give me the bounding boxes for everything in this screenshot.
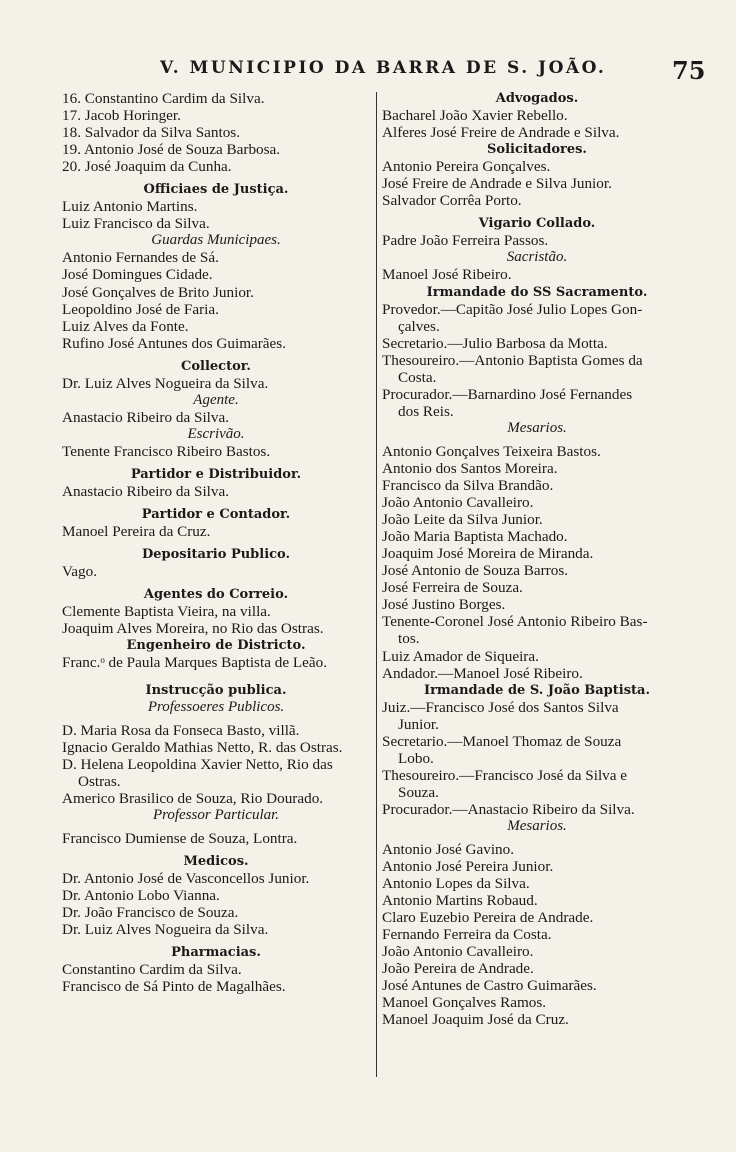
section-heading: Advogados. bbox=[495, 91, 579, 106]
list-item: Alferes José Freire de Andrade e Silva. bbox=[382, 124, 620, 142]
list-item: Dr. João Francisco de Souza. bbox=[62, 904, 239, 922]
section-heading: Engenheiro de Districto. bbox=[126, 638, 306, 654]
list-item: José Domingues Cidade. bbox=[62, 266, 213, 284]
list-item: Anastacio Ribeiro da Silva. bbox=[62, 408, 230, 426]
officer-line: dos Reis. bbox=[398, 402, 454, 420]
list-item: Constantino Cardim da Silva. bbox=[62, 961, 242, 979]
list-item: José Gonçalves de Brito Junior. bbox=[62, 283, 254, 301]
list-item: Luiz Francisco da Silva. bbox=[62, 215, 210, 233]
list-item: João Maria Baptista Machado. bbox=[382, 528, 568, 546]
section-heading: Collector. bbox=[181, 358, 251, 374]
list-item: tos. bbox=[398, 630, 420, 648]
section-heading: Irmandade de S. João Baptista. bbox=[424, 682, 650, 698]
list-item: José Justino Borges. bbox=[382, 596, 506, 614]
list-item: Franc.ᵒ de Paula Marques Baptista de Leão. bbox=[62, 654, 328, 672]
list-item: Rufino José Antunes dos Guimarães. bbox=[62, 334, 286, 352]
list-item: Dr. Antonio Lobo Vianna. bbox=[62, 887, 220, 905]
subsection-heading: Agente. bbox=[193, 391, 239, 408]
subsection-heading: Guardas Municipaes. bbox=[151, 232, 281, 249]
officer-line: Junior. bbox=[398, 715, 439, 733]
list-item: 17. Jacob Horinger. bbox=[62, 107, 181, 125]
section-heading: Agentes do Correio. bbox=[143, 587, 289, 603]
list-item: José Ferreira de Souza. bbox=[382, 579, 523, 597]
officer-line: Juiz.—Francisco José dos Santos Silva bbox=[382, 698, 619, 716]
officer-line: Costa. bbox=[398, 368, 437, 386]
list-item: Anastacio Ribeiro da Silva. bbox=[62, 483, 230, 501]
list-item: João Antonio Cavalleiro. bbox=[382, 943, 534, 961]
list-item: Manoel Gonçalves Ramos. bbox=[382, 994, 547, 1012]
list-item: Clemente Baptista Vieira, na villa. bbox=[62, 603, 271, 621]
column-divider bbox=[376, 92, 377, 1077]
officer-line: Procurador.—Anastacio Ribeiro da Silva. bbox=[382, 800, 635, 818]
officer-line: Procurador.—Barnardino José Fernandes bbox=[382, 385, 633, 403]
list-item: 20. José Joaquim da Cunha. bbox=[62, 158, 232, 176]
officer-line: Secretario.—Julio Barbosa da Motta. bbox=[382, 334, 608, 352]
list-item: D. Helena Leopoldina Xavier Netto, Rio das bbox=[62, 755, 333, 773]
page-header bbox=[0, 56, 736, 88]
list-item: Leopoldino José de Faria. bbox=[62, 300, 219, 318]
section-heading: Medicos. bbox=[183, 853, 249, 869]
list-item: Luiz Antonio Martins. bbox=[62, 198, 198, 216]
list-item: Salvador Corrêa Porto. bbox=[382, 192, 522, 210]
list-item: Manoel José Ribeiro. bbox=[382, 266, 512, 284]
subsection-heading: Professoeres Publicos. bbox=[147, 698, 285, 715]
section-heading: Partidor e Contador. bbox=[141, 507, 291, 523]
list-item: 16. Constantino Cardim da Silva. bbox=[62, 90, 265, 107]
list-item: Manoel Pereira da Cruz. bbox=[62, 523, 211, 541]
subsection-heading: Escrivão. bbox=[187, 425, 245, 442]
section-heading: Officiaes de Justiça. bbox=[143, 182, 289, 198]
list-item: Vago. bbox=[62, 563, 98, 581]
list-item: Francisco Dumiense de Souza, Lontra. bbox=[62, 829, 298, 847]
section-heading: Depositario Publico. bbox=[141, 547, 291, 563]
list-item: João Pereira de Andrade. bbox=[382, 960, 534, 978]
right-column bbox=[382, 90, 692, 1029]
list-item: Luiz Alves da Fonte. bbox=[62, 317, 189, 335]
list-item: D. Maria Rosa da Fonseca Basto, villã. bbox=[62, 721, 300, 739]
section-heading: Pharmacias. bbox=[171, 945, 261, 961]
list-item: Francisco de Sá Pinto de Magalhães. bbox=[62, 978, 286, 996]
list-item: Antonio Gonçalves Teixeira Bastos. bbox=[382, 442, 601, 460]
list-item: Antonio Fernandes de Sá. bbox=[62, 249, 219, 267]
section-heading: Partidor e Distribuidor. bbox=[130, 466, 302, 482]
section-heading: Instrucção publica. bbox=[145, 682, 287, 698]
list-item: João Leite da Silva Junior. bbox=[382, 511, 543, 529]
officer-line: Lobo. bbox=[398, 749, 434, 767]
officer-line: çalves. bbox=[398, 317, 440, 335]
list-item: Luiz Amador de Siqueira. bbox=[382, 647, 539, 665]
list-item: 18. Salvador da Silva Santos. bbox=[62, 124, 241, 142]
officer-line: Thesoureiro.—Francisco José da Silva e bbox=[382, 766, 628, 784]
list-item: José Antunes de Castro Guimarães. bbox=[382, 977, 597, 995]
subsection-heading: Mesarios. bbox=[507, 419, 567, 436]
list-item: Dr. Antonio José de Vasconcellos Junior. bbox=[62, 869, 310, 887]
list-item: Ostras. bbox=[78, 772, 121, 790]
list-item: Manoel Joaquim José da Cruz. bbox=[382, 1011, 569, 1029]
list-item: José Antonio de Souza Barros. bbox=[382, 562, 569, 580]
list-item: Antonio José Pereira Junior. bbox=[382, 858, 554, 876]
list-item: Ignacio Geraldo Mathias Netto, R. das Ostras. bbox=[62, 738, 343, 756]
list-item: Antonio Pereira Gonçalves. bbox=[382, 158, 551, 176]
list-item: Antonio Martins Robaud. bbox=[382, 892, 538, 910]
list-item: Joaquim Alves Moreira, no Rio das Ostras. bbox=[62, 620, 324, 638]
list-item: Antonio José Gavino. bbox=[382, 841, 515, 859]
list-item: Francisco da Silva Brandão. bbox=[382, 477, 554, 495]
left-column bbox=[62, 90, 370, 995]
list-item: Padre João Ferreira Passos. bbox=[382, 232, 549, 250]
officer-line: Thesoureiro.—Antonio Baptista Gomes da bbox=[382, 351, 643, 369]
subsection-heading: Sacristão. bbox=[506, 249, 568, 266]
subsection-heading: Professor Particular. bbox=[152, 806, 280, 823]
list-item: Bacharel João Xavier Rebello. bbox=[382, 107, 568, 125]
page-number: 75 bbox=[672, 56, 706, 85]
list-item: Claro Euzebio Pereira de Andrade. bbox=[382, 909, 594, 927]
officer-line: Provedor.—Capitão José Julio Lopes Gon- bbox=[382, 300, 643, 318]
list-item: Antonio Lopes da Silva. bbox=[382, 875, 530, 893]
list-item: Antonio dos Santos Moreira. bbox=[382, 459, 558, 477]
list-item: João Antonio Cavalleiro. bbox=[382, 494, 534, 512]
section-heading: Vigario Collado. bbox=[478, 216, 596, 232]
list-item: Andador.—Manoel José Ribeiro. bbox=[382, 664, 583, 682]
subsection-heading: Mesarios. bbox=[507, 817, 567, 834]
list-item: 19. Antonio José de Souza Barbosa. bbox=[62, 141, 281, 159]
officer-line: Souza. bbox=[398, 783, 439, 801]
list-item: Tenente-Coronel José Antonio Ribeiro Bas- bbox=[382, 613, 648, 631]
list-item: José Freire de Andrade e Silva Junior. bbox=[382, 175, 612, 193]
list-item: Joaquim José Moreira de Miranda. bbox=[382, 545, 594, 563]
list-item: Dr. Luiz Alves Nogueira da Silva. bbox=[62, 921, 269, 939]
list-item: Americo Brasilico de Souza, Rio Dourado. bbox=[62, 789, 324, 807]
list-item: Tenente Francisco Ribeiro Bastos. bbox=[62, 442, 271, 460]
list-item: Fernando Ferreira da Costa. bbox=[382, 926, 552, 944]
list-item: Dr. Luiz Alves Nogueira da Silva. bbox=[62, 374, 269, 392]
page-title: V. MUNICIPIO DA BARRA DE S. JOÃO. bbox=[160, 58, 607, 78]
section-heading: Irmandade do SS Sacramento. bbox=[426, 284, 648, 300]
section-heading: Solicitadores. bbox=[487, 142, 587, 158]
officer-line: Secretario.—Manoel Thomaz de Souza bbox=[382, 732, 622, 750]
